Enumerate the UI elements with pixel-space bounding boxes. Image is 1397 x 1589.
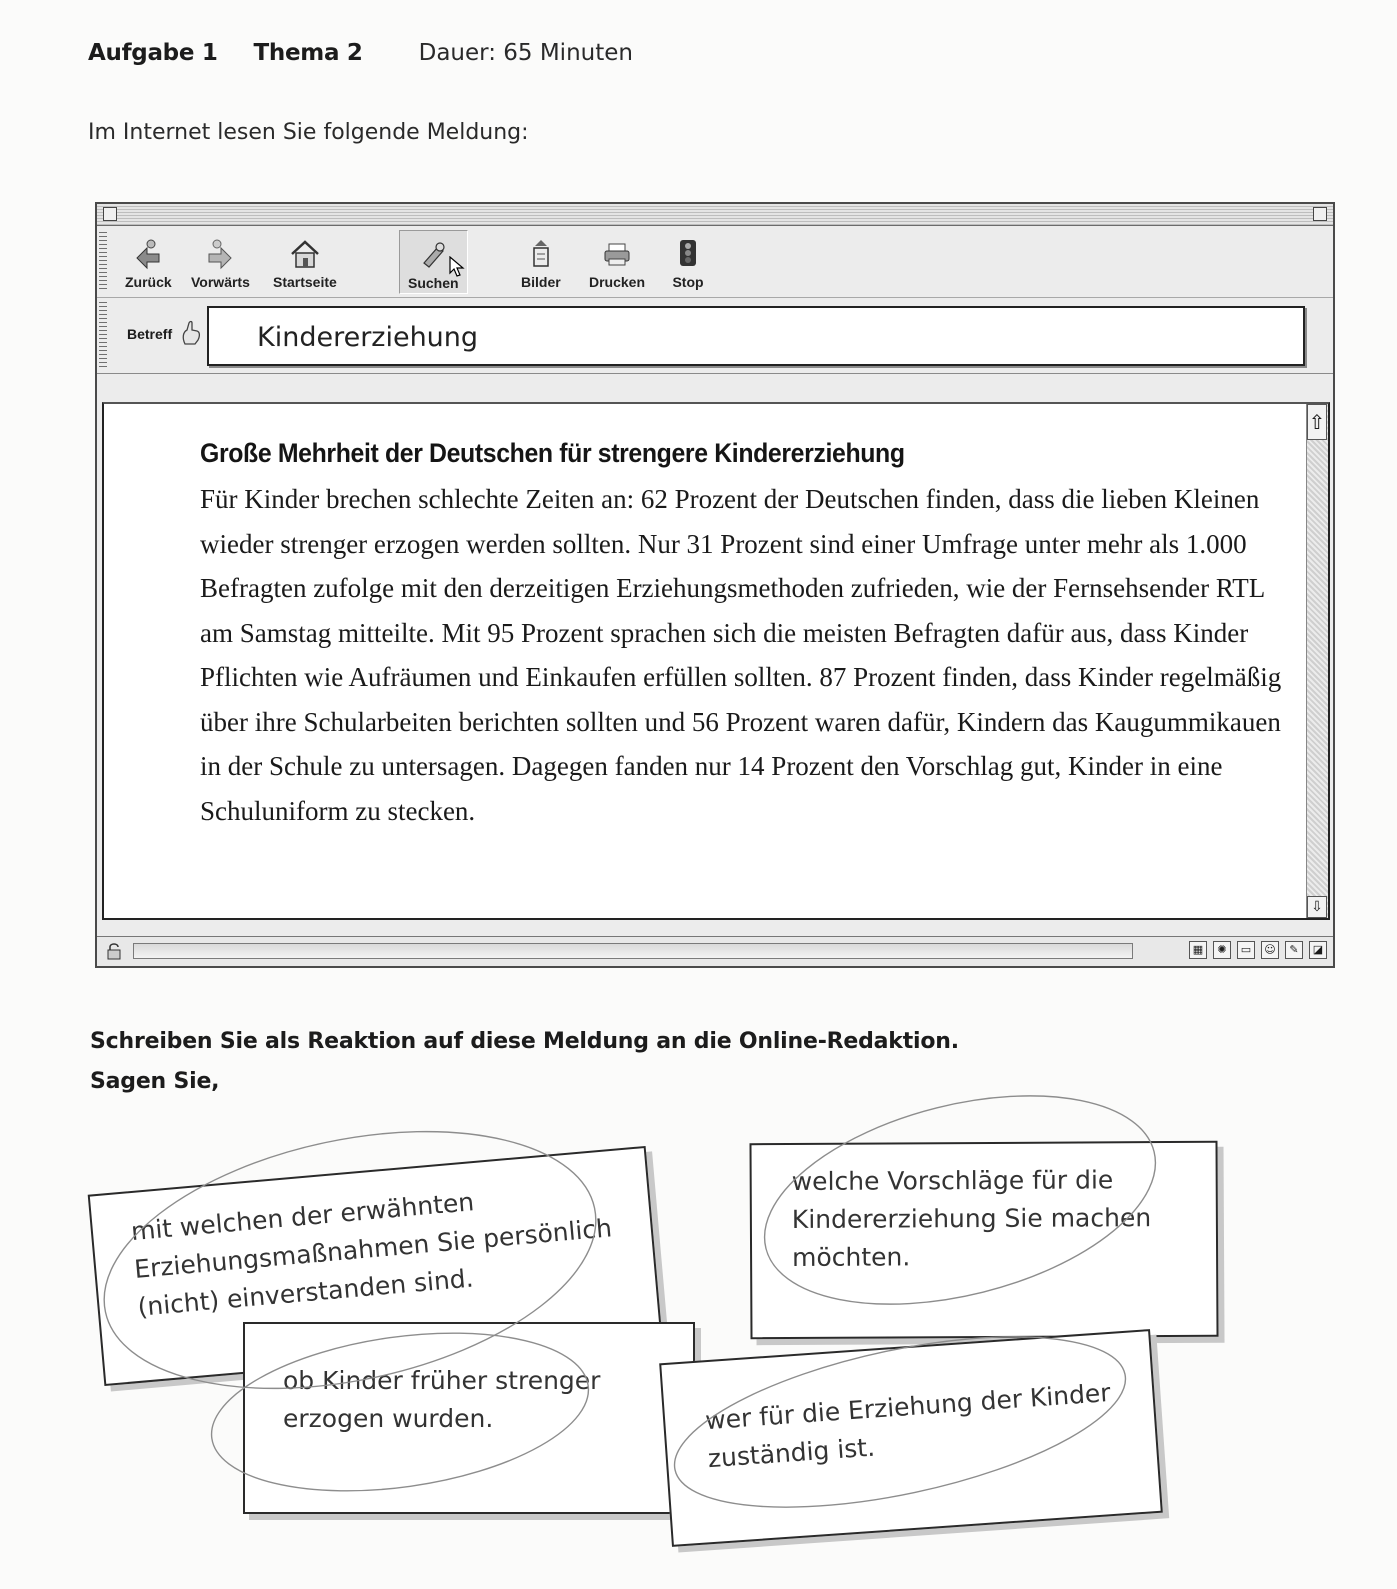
search-label: Suchen	[408, 275, 459, 291]
mouse-cursor-icon	[449, 256, 465, 278]
browser-toolbar	[97, 226, 1333, 298]
task-number: Aufgabe 1	[88, 40, 218, 66]
forward-arrow-icon	[203, 236, 237, 270]
sun-icon[interactable]: ✺	[1213, 941, 1231, 959]
grid-icon[interactable]: ▦	[1189, 941, 1207, 959]
address-hand-icon	[179, 320, 203, 346]
task-instructions	[90, 1022, 959, 1102]
prompt-card-4	[659, 1329, 1163, 1547]
prompt-card-2	[749, 1141, 1218, 1339]
prompt-card-text: mit welchen der erwähnten Erziehungsmaßnahmen Sie persönlich (nicht) einverstanden sind.	[129, 1187, 614, 1322]
prompt-card-3	[243, 1322, 695, 1514]
page-content	[102, 402, 1330, 920]
printer-icon	[600, 236, 634, 270]
pen-icon[interactable]: ✎	[1285, 941, 1303, 959]
stop-icon	[671, 236, 705, 270]
address-bar-grip[interactable]	[99, 302, 107, 368]
address-label: Betreff	[127, 326, 173, 342]
task-line-2: Sagen Sie,	[90, 1069, 220, 1094]
images-button[interactable]	[521, 236, 561, 290]
forward-label: Vorwärts	[191, 274, 250, 290]
duration: Dauer: 65 Minuten	[418, 40, 633, 66]
home-icon	[288, 236, 322, 270]
images-icon	[524, 236, 558, 270]
browser-window	[95, 202, 1335, 968]
task-line-1: Schreiben Sie als Reaktion auf diese Meldung an die Online-Redaktion.	[90, 1029, 959, 1054]
stop-button[interactable]	[671, 236, 705, 290]
status-bar	[97, 936, 1333, 966]
folder-icon[interactable]: ▭	[1237, 941, 1255, 959]
address-input[interactable]: Kindererziehung	[207, 306, 1305, 366]
back-button[interactable]	[125, 236, 172, 290]
page-header	[88, 40, 633, 66]
resize-icon[interactable]: ◪	[1309, 941, 1327, 959]
back-label: Zurück	[125, 274, 172, 290]
status-icons	[1189, 941, 1327, 959]
prompt-card-text: wer für die Erziehung der Kinder zuständig ist.	[704, 1378, 1112, 1474]
people-icon[interactable]: ☺	[1261, 941, 1279, 959]
vertical-scrollbar[interactable]	[1306, 404, 1328, 918]
prompt-card-text: ob Kinder früher strenger erzogen wurden.	[283, 1366, 601, 1433]
article-headline: Große Mehrheit der Deutschen für strengere Kindererziehung	[200, 438, 905, 468]
close-box[interactable]	[103, 207, 117, 221]
article-body: Für Kinder brechen schlechte Zeiten an: 62 Prozent der Deutschen finden, dass die lieben Kleinen wieder strenger erzogen werden sollten. Nur 31 Prozent sind einer Umfrage unter mehr als 1.000 Befragten zufolge mit den derzeitigen Erziehungsmethoden zufrieden, wie der Fernsehsender RTL am Samstag mitteilte. Mit 95 Prozent sprachen sich die meisten Befragten dafür aus, dass Kinder Pflichten wie Aufräumen und Einkaufen erfüllen sollten. 87 Prozent finden, dass Kinder regelmäßig über ihre Schularbeiten berichten sollten und 56 Prozent waren dafür, Kindern das Kaugummikauen in der Schule zu untersagen. Dagegen fanden nur 14 Prozent den Vorschlag gut, Kinder in eine Schuluniform zu stecken.	[200, 484, 1282, 826]
search-icon	[416, 237, 450, 271]
print-label: Drucken	[589, 274, 646, 290]
forward-button[interactable]	[191, 236, 250, 290]
stop-label: Stop	[672, 274, 704, 290]
theme-number: Thema 2	[253, 40, 363, 66]
prompt-card-text: welche Vorschläge für die Kindererziehung Sie machen möchten.	[791, 1165, 1152, 1273]
lock-icon	[105, 942, 123, 960]
images-label: Bilder	[521, 274, 561, 290]
horizontal-scrollbar[interactable]	[133, 943, 1133, 959]
intro-text: Im Internet lesen Sie folgende Meldung:	[88, 120, 529, 145]
home-label: Startseite	[273, 274, 337, 290]
print-button[interactable]	[589, 236, 645, 290]
back-arrow-icon	[131, 236, 165, 270]
home-button[interactable]	[273, 236, 337, 290]
toolbar-grip[interactable]	[99, 232, 107, 292]
window-titlebar[interactable]	[97, 204, 1333, 226]
zoom-box[interactable]	[1313, 207, 1327, 221]
scroll-down-arrow-icon[interactable]: ⇩	[1307, 896, 1327, 918]
scroll-up-arrow-icon[interactable]: ⇧	[1307, 404, 1327, 440]
address-bar	[97, 298, 1333, 374]
